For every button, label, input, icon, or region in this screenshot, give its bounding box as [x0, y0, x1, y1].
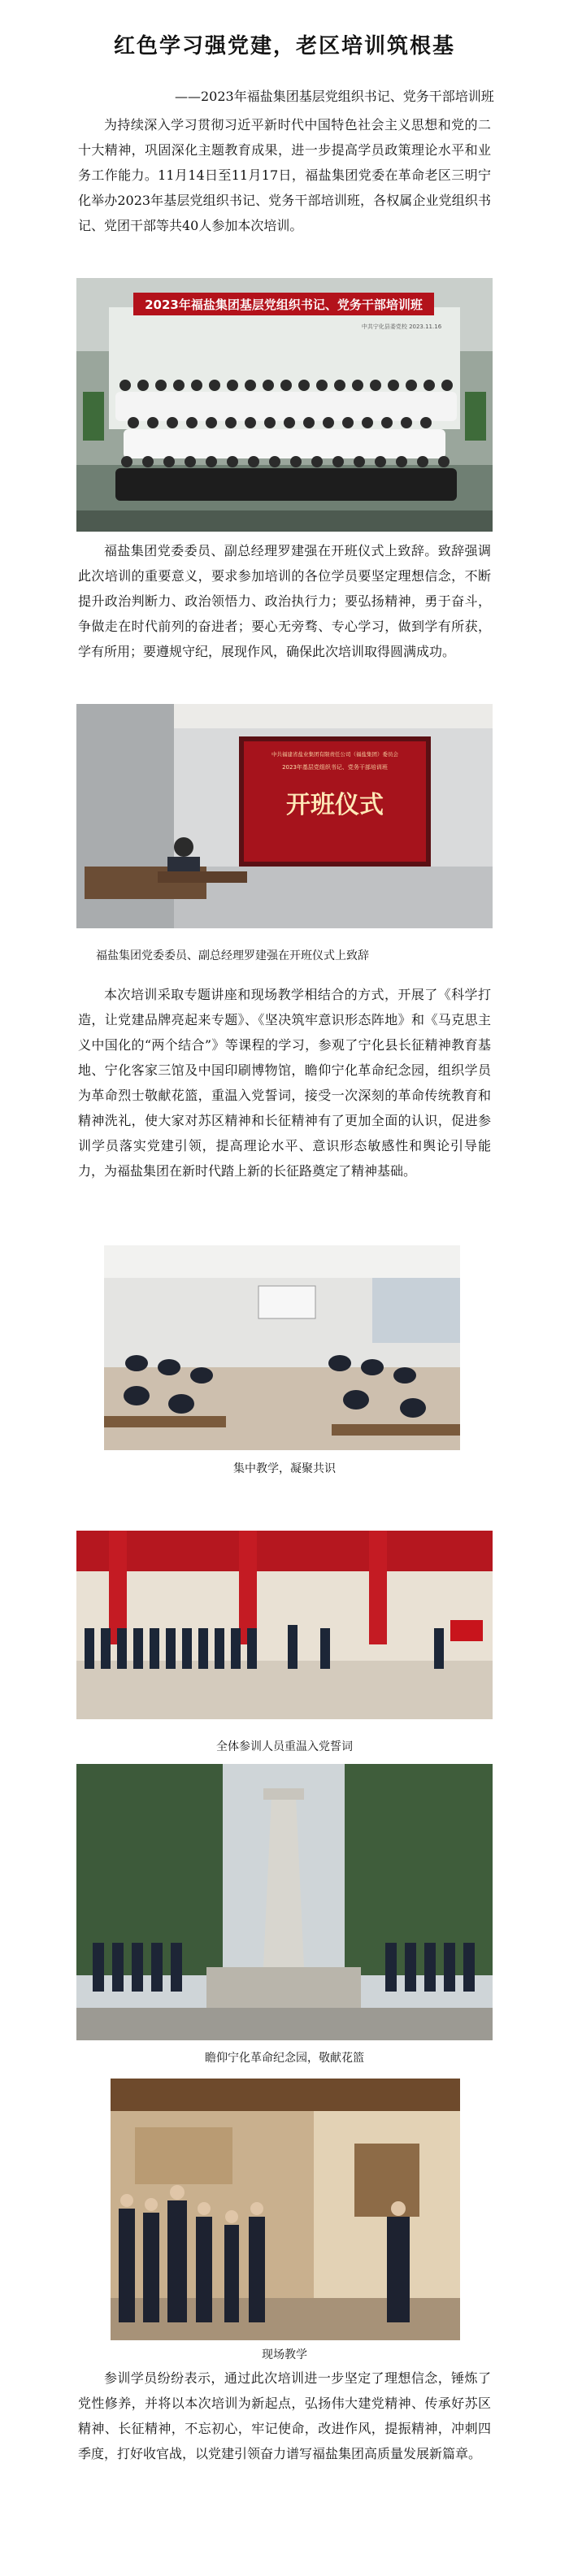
intro-paragraph: 为持续深入学习贯彻习近平新时代中国特色社会主义思想和党的二十大精神，巩固深化主题教育成果，进一步提高学员政策理论水平和业务工作能力。11月14日至11月17日，福盐集团党委在革命老区三明宁化举办2023年基层党组织书记、党务干部培训班，各权属企业党组织书记、党团干部等共40人参加本次培训。 [78, 117, 491, 233]
memorial-photo [76, 1764, 493, 2040]
classroom-photo [104, 1245, 460, 1450]
group-sign-text: 中共宁化县委党校 2023.11.16 [361, 324, 442, 330]
group-banner-text: 2023年福盐集团基层党组织书记、党务干部培训班 [145, 298, 423, 312]
ceremony-screen-sub: 2023年基层党组织书记、党务干部培训班 [282, 764, 388, 771]
participants-rows [115, 380, 457, 501]
article-subtitle: ——2023年福盐集团基层党组织书记、党务干部培训班 [175, 89, 494, 104]
ceremony-photo [76, 704, 493, 928]
ceremony-screen-top: 中共福建省盐业集团有限责任公司（福盐集团）委员会 [271, 751, 398, 758]
ceremony-screen-main: 开班仪式 [286, 791, 384, 819]
group-photo [76, 278, 493, 532]
memorial-caption: 瞻仰宁化革命纪念园，敬献花篮 [205, 2052, 364, 2065]
ceremony-caption: 福盐集团党委委员、副总经理罗建强在开班仪式上致辞 [96, 949, 369, 962]
training-paragraph: 本次培训采取专题讲座和现场教学相结合的方式，开展了《科学打造，让党建品牌亮起来专题》、《坚决筑牢意识形态阵地》和《马克思主义中国化的“两个结合”》等课程的学习，参观了宁化县长征精神教育基地、宁化客家三馆及中国印刷博物馆，瞻仰宁化革命纪念园，组织学员为革命烈士敬献花篮，重温入党誓词，接受一次深刻的革命传统教育和精神洗礼，使大家对苏区精神和长征精神有了更加全面的认识，促进参训学员落实党建引领，提高理论水平、意识形态敏感性和舆论引导能力，为福盐集团在新时代踏上新的长征路奠定了精神基础。 [78, 987, 491, 1179]
oath-caption: 全体参训人员重温入党誓词 [216, 1740, 353, 1753]
oath-photo [76, 1531, 493, 1719]
speech-paragraph: 福盐集团党委委员、副总经理罗建强在开班仪式上致辞。致辞强调此次培训的重要意义，要求参加培训的各位学员要坚定理想信念，不断提升政治判断力、政治领悟力、政治执行力；要弘扬精神，勇于奋斗，争做走在时代前列的奋进者；要心无旁骛、专心学习，做到学有所获，学有所用；要遵规守纪，展现作风，确保此次培训取得圆满成功。 [78, 543, 491, 659]
classroom-caption: 集中教学，凝聚共识 [233, 1462, 336, 1475]
closing-paragraph: 参训学员纷纷表示，通过此次培训进一步坚定了理想信念，锤炼了党性修养，并将以本次培训为新起点，弘扬伟大建党精神、传承好苏区精神、长征精神，不忘初心，牢记使命，改进作风，提振精神，冲刺四季度，打好收官战，以党建引领奋力谱写福盐集团高质量发展新篇章。 [78, 2370, 491, 2461]
article-title: 红色学习强党建，老区培训筑根基 [113, 34, 455, 59]
museum-caption: 现场教学 [262, 2348, 307, 2361]
museum-photo [111, 2079, 460, 2340]
